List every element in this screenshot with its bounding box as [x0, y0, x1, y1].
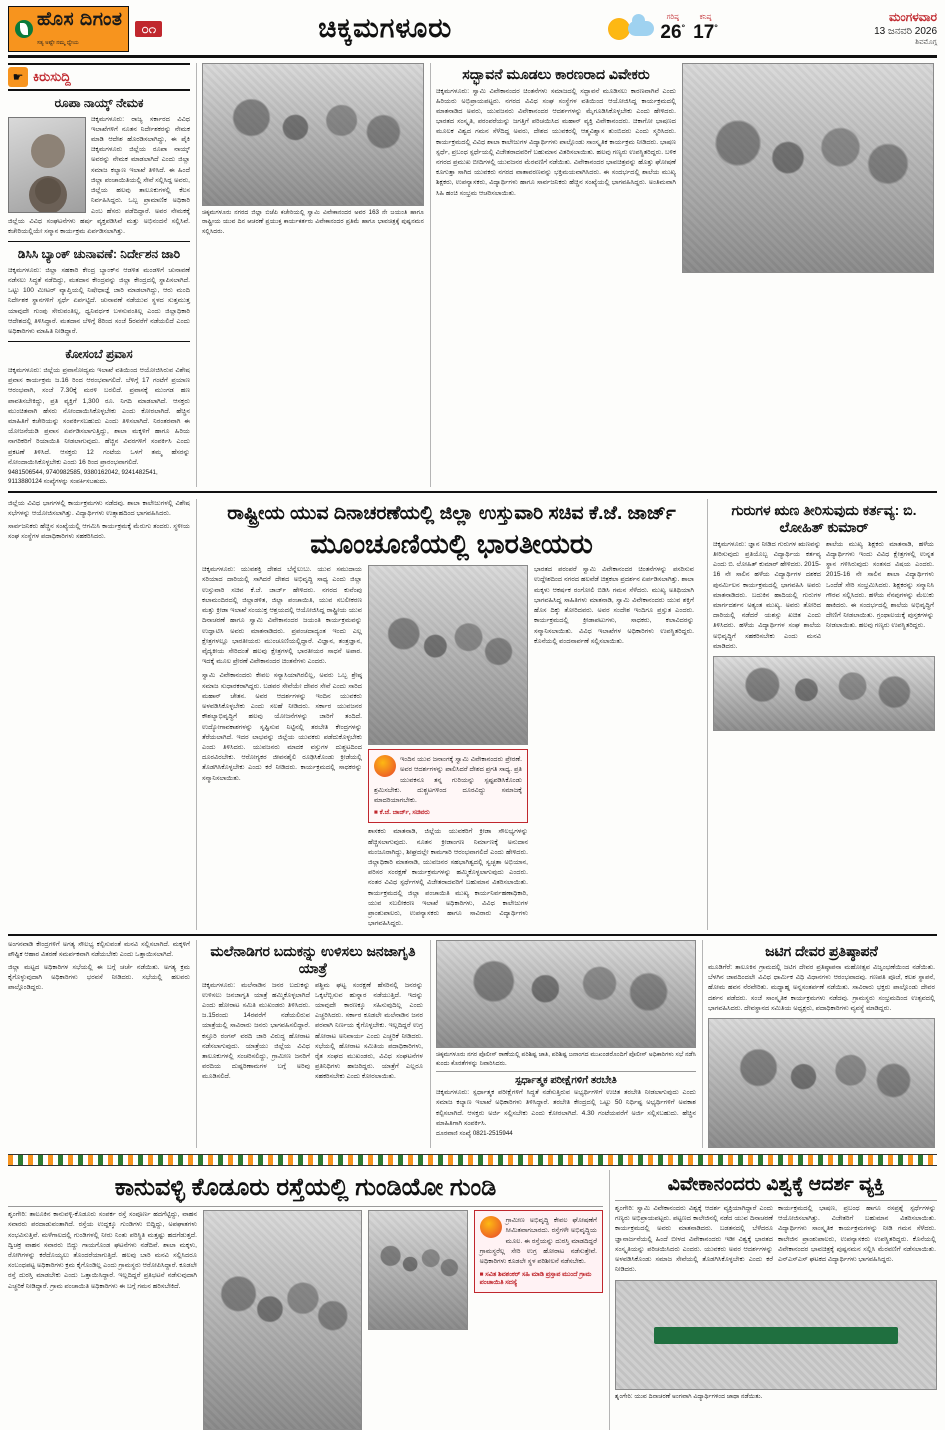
mid-column	[196, 63, 424, 487]
main-story-col4: ಭಾರತದ ಪರಂಪರೆ ಸ್ವಾಮಿ ವಿವೇಕಾನಂದರ ಚಿಂತನೆಗಳನ್ನು ಪಸರಿಸುವ ಉದ್ದೇಶದಿಂದ ನಗರದ ಹಲವೆಡೆ ಚಿತ್ರಕಲಾ ಪ್ರದರ್ಶನ ಏರ್ಪಡಿಸಲಾಗಿತ್ತು. ಶಾಲಾ ಮಕ್ಕಳು ಆಕರ್ಷಕ ರಂಗೋಲಿ ಬಿಡಿಸಿ ಗಮನ ಸೆಳೆದರು. ಮುಖ್ಯ ಅತಿಥಿಯಾಗಿ ಭಾಗವಹಿಸಿದ್ದ ಸಾಹಿತಿಗಳು ಮಾತನಾಡಿ, ಸ್ವಾಮಿ ವಿವೇಕಾನಂದರು ಯುವ ಶಕ್ತಿಗೆ ಹೊಸ ದಿಕ್ಕು ತೋರಿದವರು. ಅವರ ಸಂದೇಶ ಇಂದಿಗೂ ಪ್ರಸ್ತುತ ಎಂದರು. ಕಾರ್ಯಕ್ರಮದಲ್ಲಿ ಕ್ರೀಡಾಪಟುಗಳು, ಸಾಧಕರು, ಕಲಾವಿದರನ್ನು ಸನ್ಮಾನಿಸಲಾಯಿತು. ವಿವಿಧ ಇಲಾಖೆಗಳ ಅಧಿಕಾರಿಗಳು ಉಪಸ್ಥಿತರಿದ್ದರು. ಕೊನೆಯಲ್ಲಿ ವಂದನಾರ್ಪಣೆ ಸಲ್ಲಿಸಲಾಯಿತು.	[534, 566, 694, 645]
quote-box	[368, 749, 528, 823]
story-kicker: ಗುರುಗಳ ಋಣ ತೀರಿಸುವುದು ಕರ್ತವ್ಯ: ಬಿ. ಲೋಹಿತ್ ಕುಮಾರ್	[731, 501, 917, 536]
temple-ceremony-photo	[708, 1018, 935, 1148]
brand-logo	[8, 6, 162, 52]
main-story-headline: ಮೂಂಚೂಣಿಯಲ್ಲಿ ಭಾರತೀಯರು	[310, 529, 593, 560]
story-title: ರೂಪಾ ನಾಯ್ಕ್ ನೇಮಕ	[54, 96, 144, 110]
quote-source: ■ ಕೆ.ಜೆ. ಜಾರ್ಜ್, ಸಚಿವರು	[374, 809, 430, 817]
brand-tagline: ಸತ್ಯ ಅಷ್ಟೇ ನಮ್ಮ ಧ್ಯೇಯ	[37, 39, 79, 46]
villager-standing-photo	[368, 1210, 467, 1330]
jatiga-story	[702, 940, 935, 1149]
story-title: ವಿವೇಕಾನಂದರು ವಿಶ್ವಕ್ಕೆ ಆದರ್ಶ ವ್ಯಕ್ತಿ	[667, 1174, 885, 1196]
story-col1: ಶೃಂಗೇರಿ: ತಾಲೂಕಿನ ಕಾನುವಳ್ಳಿ-ಕೊಡೂರು ಸಂಪರ್ಕ ರಸ್ತೆ ಸಂಪೂರ್ಣ ಹದಗೆಟ್ಟಿದ್ದು, ವಾಹನ ಸವಾರರು ಪರದಾಡುವಂತಾಗಿದೆ. ರಸ್ತೆಯ ಉದ್ದಕ್ಕೂ ಗುಂಡಿಗಳು ಬಿದ್ದಿದ್ದು, ಅಪಘಾತಗಳು ಸಂಭವಿಸುತ್ತಿವೆ. ಮಳೆಗಾಲದಲ್ಲಿ ಗುಂಡಿಗಳಲ್ಲಿ ನೀರು ನಿಂತು ಪರಿಸ್ಥಿತಿ ಮತ್ತಷ್ಟು ಹದಗೆಡುತ್ತದೆ. ದ್ವಿಚಕ್ರ ವಾಹನ ಸವಾರರು ಬಿದ್ದು ಗಾಯಗೊಂಡ ಘಟನೆಗಳು ನಡೆದಿವೆ. ಶಾಲಾ ಮಕ್ಕಳು, ರೋಗಿಗಳನ್ನು ಕರೆದೊಯ್ಯಲು ತೊಂದರೆಯಾಗುತ್ತಿದೆ. ಹಲವು ಬಾರಿ ಮನವಿ ಸಲ್ಲಿಸಿದರೂ ಸಂಬಂಧಪಟ್ಟ ಅಧಿಕಾರಿಗಳು ಕ್ರಮ ಕೈಗೊಂಡಿಲ್ಲ ಎಂದು ಗ್ರಾಮಸ್ಥರು ಆರೋಪಿಸಿದ್ದಾರೆ. ಕೂಡಲೇ ರಸ್ತೆ ದುರಸ್ತಿ ಮಾಡಬೇಕು ಎಂದು ಒತ್ತಾಯಿಸಿದ್ದಾರೆ. ಇಲ್ಲದಿದ್ದರೆ ಪ್ರತಿಭಟನೆ ನಡೆಸುವುದಾಗಿ ಎಚ್ಚರಿಕೆ ನೀಡಿದ್ದಾರೆ. ಗ್ರಾಮ ಪಂಚಾಯಿತಿ ಅಧಿಕಾರಿಗಳು ಈ ಬಗ್ಗೆ ಗಮನ ಹರಿಸಬೇಕಿದೆ.	[8, 1211, 198, 1290]
malenadu-story	[196, 940, 424, 1149]
leaf-icon	[15, 20, 33, 38]
temp-max: ಗರಿಷ್ಠ 26°	[660, 13, 686, 43]
photo-caption: ಚಿಕ್ಕಮಗಳೂರು ನಗರ ಪೊಲೀಸ್ ಠಾಣೆಯಲ್ಲಿ ಪರಿಶಿಷ್ಟ ಜಾತಿ, ಪರಿಶಿಷ್ಟ ಜನಾಂಗದ ಮುಖಂಡರೊಂದಿಗೆ ಪೊಲೀಸ್ ಅಧಿಕಾರಿಗಳು ಸಭೆ ನಡೆಸಿ ಕುಂದು ಕೊರತೆಗಳನ್ನು ನಿವಾರಿಸಿದರು.	[436, 1050, 696, 1067]
masthead	[8, 6, 937, 58]
bjp-office-group-photo	[202, 63, 424, 206]
story-title: ಸ್ಪರ್ಧಾತ್ಮಕ ಪರೀಕ್ಷೆಗಳಿಗೆ ತರಬೇತಿ	[515, 1075, 617, 1087]
story-roopa-naik	[8, 96, 190, 237]
police-station-photo	[436, 940, 696, 1048]
damaged-road-photo	[203, 1210, 362, 1430]
page-number: ೦೧	[135, 21, 162, 37]
police-section	[430, 940, 696, 1149]
story-col1: ಚಿಕ್ಕಮಗಳೂರು: ಜ್ಞಾನ ನೀಡಿದ ಗುರುಗಳ ಋಣವನ್ನು ತೀರಿಸುವುದು ಪ್ರತಿಯೊಬ್ಬ ವಿದ್ಯಾರ್ಥಿಯ ಕರ್ತವ್ಯ ಎಂದು ಬಿ. ಲೋಹಿತ್ ಕುಮಾರ್ ಹೇಳಿದರು. 2015-16 ನೇ ಸಾಲಿನ ಹಳೆಯ ವಿದ್ಯಾರ್ಥಿಗಳ ದಶಕದ ಪುನರ್ಮಿಲನ ಕಾರ್ಯಕ್ರಮದಲ್ಲಿ ಭಾಗವಹಿಸಿ ಅವರು ಮಾತನಾಡಿದರು. ಬದುಕಿನ ಹಾದಿಯಲ್ಲಿ ಗುರುಗಳ ಮಾರ್ಗದರ್ಶನ ಅತ್ಯಂತ ಮುಖ್ಯ. ಅವರು ತೋರಿದ ದಾರಿಯಲ್ಲಿ ನಡೆದರೆ ಯಶಸ್ಸು ಖಚಿತ ಎಂದು ತಿಳಿಸಿದರು. ಹಳೆಯ ವಿದ್ಯಾರ್ಥಿಗಳ ಸಂಘ ಶಾಲೆಯ ಅಭಿವೃದ್ಧಿಗೆ ಸಹಕರಿಸಬೇಕು ಎಂದು ಮನವಿ ಮಾಡಿದರು.	[713, 540, 821, 650]
date-label: 13 ಜನವರಿ 2026	[874, 26, 937, 38]
story-col1: ಶೃಂಗೇರಿ: ಸ್ವಾಮಿ ವಿವೇಕಾನಂದರು ವಿಶ್ವಕ್ಕೆ ಆದರ್ಶ ವ್ಯಕ್ತಿಯಾಗಿದ್ದಾರೆ ಎಂದು ಗಣ್ಯರು ಅಭಿಪ್ರಾಯಪಟ್ಟರು. ಪಟ್ಟಣದ ಕಾಲೇಜಿನಲ್ಲಿ ನಡೆದ ಯುವ ದಿನಾಚರಣೆ ಕಾರ್ಯಕ್ರಮದಲ್ಲಿ ಅವರು ಮಾತನಾಡಿದರು. ಬಡತನದಲ್ಲಿ ಬೆಳೆದರೂ ಜ್ಞಾನಾರ್ಜನೆಯಲ್ಲಿ ಹಿಂದೆ ಬೀಳದ ವಿವೇಕಾನಂದರು ಇಡೀ ವಿಶ್ವಕ್ಕೆ ಭಾರತದ ಸಂಸ್ಕೃತಿಯನ್ನು ಪರಿಚಯಿಸಿದರು ಎಂದರು. ಯುವಕರು ಅವರ ಆದರ್ಶಗಳನ್ನು ಅಳವಡಿಸಿಕೊಂಡು ಸಮಾಜ ಸೇವೆಯಲ್ಲಿ ತೊಡಗಿಸಿಕೊಳ್ಳಬೇಕು ಎಂದು ಕರೆ ನೀಡಿದರು.	[615, 1204, 773, 1274]
story-title: ಮಲೆನಾಡಿಗರ ಬದುಕನ್ನು ಉಳಿಸಲು ಜನಜಾಗೃತಿ ಯಾತ್ರೆ	[210, 942, 416, 976]
story-body: ಚಿಕ್ಕಮಗಳೂರು: ಸ್ಪರ್ಧಾತ್ಮಕ ಪರೀಕ್ಷೆಗಳಿಗೆ ಸಿದ್ಧತೆ ನಡೆಸುತ್ತಿರುವ ಅಭ್ಯರ್ಥಿಗಳಿಗೆ ಉಚಿತ ತರಬೇತಿ ನೀಡಲಾಗುವುದು ಎಂದು ಸಮಾಜ ಕಲ್ಯಾಣ ಇಲಾಖೆ ಅಧಿಕಾರಿಗಳು ತಿಳಿಸಿದ್ದಾರೆ. ತರಬೇತಿ ಕೇಂದ್ರದಲ್ಲಿ ಒಟ್ಟು 50 ನಿರ್ಧಿಷ್ಟ ಅಭ್ಯರ್ಥಿಗಳಿಗೆ ಅವಕಾಶ ಕಲ್ಪಿಸಲಾಗಿದೆ. ಆಸಕ್ತರು ಅರ್ಜಿ ಸಲ್ಲಿಸಬೇಕು ಎಂದು ಕೋರಲಾಗಿದೆ. 4.30 ಗಂಟೆಯವರೆಗೆ ಅರ್ಜಿ ಸಲ್ಲಿಸಬಹುದು. ಹೆಚ್ಚಿನ ಮಾಹಿತಿಗಾಗಿ ಸಂಪರ್ಕಿಸಿ.	[436, 1089, 696, 1127]
main-story-col1: ಚಿಕ್ಕಮಗಳೂರು: ಯುವಶಕ್ತಿ ದೇಶದ ಬೆನ್ನೆಲುಬು. ಯುವ ಸಮುದಾಯ ಸರಿಯಾದ ದಾರಿಯಲ್ಲಿ ಸಾಗಿದರೆ ದೇಶದ ಅಭಿವೃದ್ಧಿ ಸಾಧ್ಯ ಎಂದು ಜಿಲ್ಲಾ ಉಸ್ತುವಾರಿ ಸಚಿವ ಕೆ.ಜೆ. ಜಾರ್ಜ್ ಹೇಳಿದರು. ನಗರದ ಕುವೆಂಪು ಕಲಾಮಂದಿರದಲ್ಲಿ ಜಿಲ್ಲಾಡಳಿತ, ಜಿಲ್ಲಾ ಪಂಚಾಯಿತಿ, ಯುವ ಸಬಲೀಕರಣ ಮತ್ತು ಕ್ರೀಡಾ ಇಲಾಖೆ ಸಂಯುಕ್ತ ಆಶ್ರಯದಲ್ಲಿ ಆಯೋಜಿಸಿದ್ದ ರಾಷ್ಟ್ರೀಯ ಯುವ ದಿನಾಚರಣೆ ಹಾಗೂ ಸ್ವಾಮಿ ವಿವೇಕಾನಂದರ ಜಯಂತಿ ಕಾರ್ಯಕ್ರಮವನ್ನು ಉದ್ಘಾಟಿಸಿ ಅವರು ಮಾತನಾಡಿದರು. ಪ್ರಪಂಚದಾದ್ಯಂತ ಇಂದು ಎಲ್ಲ ಕ್ಷೇತ್ರಗಳಲ್ಲೂ ಭಾರತೀಯರು ಮುಂಚೂಣಿಯಲ್ಲಿದ್ದಾರೆ. ವಿಜ್ಞಾನ, ತಂತ್ರಜ್ಞಾನ, ವೈದ್ಯಕೀಯ ಸೇರಿದಂತೆ ಹಲವು ಕ್ಷೇತ್ರಗಳಲ್ಲಿ ಭಾರತೀಯರ ಸಾಧನೆ ಅಪಾರ. ಇದಕ್ಕೆ ಮೂಲ ಪ್ರೇರಣೆ ವಿವೇಕಾನಂದರ ಚಿಂತನೆಗಳು ಎಂದರು.	[202, 566, 362, 666]
place-label: ಶಿವಮೊಗ್ಗ	[915, 39, 937, 47]
temp-min: ಕನಿಷ್ಠ 17°	[693, 13, 718, 43]
quote-text: ಗ್ರಾಮೀಣ ಅಭಿವೃದ್ಧಿ ಕೇವಲ ಘೋಷಣೆಗೆ ಸೀಮಿತವಾಗಬಾರದು. ರಸ್ತೆಗಳೇ ಅಭಿವೃದ್ಧಿಯ ಮೂಲ. ಈ ರಸ್ತೆಯನ್ನು ದುರಸ್ತಿ ಮಾಡದಿದ್ದರೆ ಗ್ರಾಮಸ್ಥರೆಲ್ಲ ಸೇರಿ ಉಗ್ರ ಹೋರಾಟ ನಡೆಸುತ್ತೇವೆ. ಅಧಿಕಾರಿಗಳು ಕೂಡಲೇ ಸ್ಥಳ ಪರಿಶೀಲನೆ ನಡೆಸಬೇಕು.	[479, 1217, 597, 1265]
main-story-kicker: ರಾಷ್ಟ್ರೀಯ ಯುವ ದಿನಾಚರಣೆಯಲ್ಲಿ ಜಿಲ್ಲಾ ಉಸ್ತುವಾರಿ ಸಚಿವ ಕೆ.ಜೆ. ಜಾರ್ಜ್	[227, 502, 676, 524]
weather-widget	[608, 14, 718, 44]
bottom-left-story	[8, 1170, 603, 1430]
top-section	[8, 63, 937, 487]
quote-text: ಇಂದಿನ ಯುವ ಜನಾಂಗಕ್ಕೆ ಸ್ವಾಮಿ ವಿವೇಕಾನಂದರು ಪ್ರೇರಣೆ. ಅವರ ಆದರ್ಶಗಳನ್ನು ಪಾಲಿಸಿದರೆ ದೇಶದ ಪ್ರಗತಿ ಸಾಧ್ಯ. ಪ್ರತಿ ಯುವಕನೂ ತನ್ನ ಗುರಿಯನ್ನು ಸ್ಪಷ್ಟಪಡಿಸಿಕೊಂಡು ಶ್ರಮಿಸಬೇಕು. ದುಶ್ಚಟಗಳಿಂದ ದೂರವಿದ್ದು ಸಮಾಜಕ್ಕೆ ಮಾದರಿಯಾಗಬೇಕು.	[374, 756, 522, 805]
alumni-group-photo	[713, 656, 935, 731]
cloud-icon	[628, 21, 654, 36]
quote-source: ■ ಸವಿತ ಶಿವಶಂಕರ್ ಸಹಿ ಮಾಡಿ ಪ್ರಸ್ತಾಪ ಮುಂದೆ ಗ್ರಾಮ ಪಂಚಾಯಿತಿ ಸದಸ್ಯೆ	[479, 1271, 592, 1287]
story-title: ಕೋಸಂಬೆ ಪ್ರವಾಸ	[65, 347, 133, 362]
story-body: ಚಿಕ್ಕಮಗಳೂರು: ಜಿಲ್ಲಾ ಸಹಕಾರಿ ಕೇಂದ್ರ ಬ್ಯಾಂಕ್‌ನ ಆಡಳಿತ ಮಂಡಳಿಗೆ ಚುನಾವಣೆ ನಡೆಸಲು ಸಿದ್ಧತೆ ನಡೆದಿದ್ದು, ಮತದಾನ ಕೇಂದ್ರವನ್ನು ಜಿಲ್ಲಾ ಕೇಂದ್ರದಲ್ಲಿ ಸ್ಥಾಪಿಸಲಾಗಿದೆ. ಒಟ್ಟು 100 ಮೀಟರ್ ವ್ಯಾಪ್ತಿಯಲ್ಲಿ ನಿಷೇಧಾಜ್ಞೆ ಜಾರಿ ಮಾಡಲಾಗಿದ್ದು, ಆರು ಮಂದಿ ನಿರ್ದೇಶಕ ಸ್ಥಾನಗಳಿಗೆ ಸ್ಪರ್ಧೆ ಏರ್ಪಟ್ಟಿದೆ. ಚುನಾವಣೆ ನಡೆಯುವ ಸ್ಥಳದ ಸುತ್ತಮುತ್ತ ಯಾವುದೇ ಗುಂಪು ಸೇರುವಂತಿಲ್ಲ, ಧ್ವನಿವರ್ಧಕ ಬಳಸುವಂತಿಲ್ಲ ಎಂದು ಜಿಲ್ಲಾಧಿಕಾರಿ ಆದೇಶದಲ್ಲಿ ತಿಳಿಸಿದ್ದಾರೆ. ಮತದಾನ ಬೆಳಿಗ್ಗೆ 8ರಿಂದ ಸಂಜೆ 5ರವರೆಗೆ ನಡೆಯಲಿದೆ ಎಂದು ಅಧಿಕಾರಿಗಳು ಮಾಹಿತಿ ನೀಡಿದ್ದಾರೆ.	[8, 266, 190, 336]
bottom-section	[8, 1170, 937, 1430]
youth-day-banner-photo	[615, 1280, 937, 1390]
story-body: ಮೂಡಿಗೆರೆ: ತಾಲೂಕಿನ ಗ್ರಾಮದಲ್ಲಿ ಜಟಿಗ ದೇವರ ಪ್ರತಿಷ್ಠಾಪನಾ ಮಹೋತ್ಸವ ವಿಜೃಂಭಣೆಯಿಂದ ನಡೆಯಿತು. ಬೆಳಗಿನ ಜಾವದಿಂದಲೇ ವಿವಿಧ ಧಾರ್ಮಿಕ ವಿಧಿ ವಿಧಾನಗಳು ಆರಂಭವಾದವು. ಗಣಪತಿ ಪೂಜೆ, ಕಲಶ ಸ್ಥಾಪನೆ, ಹೋಮ ಹವನ ನೆರವೇರಿತು. ಮಧ್ಯಾಹ್ನ ಅನ್ನಸಂತರ್ಪಣೆ ನಡೆಯಿತು. ಸಾವಿರಾರು ಭಕ್ತರು ಪಾಲ್ಗೊಂಡು ದೇವರ ದರ್ಶನ ಪಡೆದರು. ಸಂಜೆ ಸಾಂಸ್ಕೃತಿಕ ಕಾರ್ಯಕ್ರಮಗಳು ನಡೆದವು. ಗ್ರಾಮಸ್ಥರು ಸಂಭ್ರಮದಿಂದ ಉತ್ಸವದಲ್ಲಿ ಭಾಗವಹಿಸಿದರು. ದೇವಸ್ಥಾನದ ಸಮಿತಿಯ ಅಧ್ಯಕ್ಷರು, ಪದಾಧಿಕಾರಿಗಳು ವ್ಯವಸ್ಥೆ ಮಾಡಿದ್ದರು.	[708, 964, 935, 1012]
temp-max-label: ಗರಿಷ್ಠ	[666, 13, 679, 21]
guruga-story	[707, 499, 935, 930]
photo-caption: ಶೃಂಗೇರಿ: ಯುವ ದಿನಾಚರಣೆ ಅಂಗವಾಗಿ ವಿದ್ಯಾರ್ಥಿಗಳಿಂದ ಜಾಥಾ ನಡೆಯಿತು.	[615, 1393, 763, 1401]
contact-numbers: 9481506544, 9740982585, 9380162042, 9241482541, 9113880124 ಸಂಖ್ಯೆಗಳನ್ನು ಸಂಪರ್ಕಿಸಬಹುದು.	[8, 469, 158, 486]
avatar	[8, 117, 86, 213]
temp-max-value: 26	[660, 21, 682, 43]
left-column-lower	[8, 940, 190, 1149]
story-title: ಜಟಿಗ ದೇವರ ಪ್ರತಿಷ್ಠಾಪನೆ	[765, 942, 878, 959]
main-story	[196, 499, 701, 930]
story-body: ಚಿಕ್ಕಮಗಳೂರು: ಸ್ವಾಮಿ ವಿವೇಕಾನಂದರ ಚಿಂತನೆಗಳು ಸಮಾಜದಲ್ಲಿ ಸದ್ಭಾವನೆ ಮೂಡಿಸಲು ಕಾರಣವಾಗಿವೆ ಎಂದು ಹಿರಿಯರು ಅಭಿಪ್ರಾಯಪಟ್ಟರು. ನಗರದ ವಿವಿಧ ಸಂಘ ಸಂಸ್ಥೆಗಳ ವತಿಯಿಂದ ಆಯೋಜಿಸಿದ್ದ ಕಾರ್ಯಕ್ರಮದಲ್ಲಿ ಮಾತನಾಡಿದ ಅವರು, ಯುವಜನರು ವಿವೇಕಾನಂದರ ಆದರ್ಶಗಳನ್ನು ಮೈಗೂಡಿಸಿಕೊಳ್ಳಬೇಕು ಎಂದು ಹೇಳಿದರು. ಭಾರತದ ಸಂಸ್ಕೃತಿ, ಪರಂಪರೆಯನ್ನು ಜಗತ್ತಿಗೆ ಪರಿಚಯಿಸಿದ ಮಹಾನ್ ವ್ಯಕ್ತಿ ವಿವೇಕಾನಂದರು. ಚಿಕಾಗೋ ಭಾಷಣದ ಮೂಲಕ ವಿಶ್ವದ ಗಮನ ಸೆಳೆದಿದ್ದ ಅವರು, ದೇಶದ ಯುವಕರಲ್ಲಿ ಆತ್ಮವಿಶ್ವಾಸ ತುಂಬಿದರು ಎಂದು ಸ್ಮರಿಸಿದರು. ಕಾರ್ಯಕ್ರಮದಲ್ಲಿ ವಿವಿಧ ಶಾಲಾ ಕಾಲೇಜುಗಳ ವಿದ್ಯಾರ್ಥಿಗಳು ಪಾಲ್ಗೊಂಡು ಸಾಂಸ್ಕೃತಿಕ ಕಾರ್ಯಕ್ರಮ ನೀಡಿದರು. ಭಾಷಣ ಸ್ಪರ್ಧೆ, ಪ್ರಬಂಧ ಸ್ಪರ್ಧೆಯಲ್ಲಿ ವಿಜೇತರಾದವರಿಗೆ ಬಹುಮಾನ ವಿತರಿಸಲಾಯಿತು. ಹಲವು ಗಣ್ಯರು ಉಪಸ್ಥಿತರಿದ್ದರು. ಬಳಿಕ ನಗರದ ಪ್ರಮುಖ ಬೀದಿಗಳಲ್ಲಿ ಯುವಜನರ ಮೆರವಣಿಗೆ ನಡೆಯಿತು. ವಿವೇಕಾನಂದರ ಭಾವಚಿತ್ರವನ್ನು ಹೊತ್ತು ಘೋಷಣೆ ಕೂಗುತ್ತಾ ಸಾಗಿದ ಯುವಕರು ನಗರದ ವಾತಾವರಣವನ್ನು ಭಕ್ತಿಮಯವಾಗಿಸಿದರು. ಈ ಸಂದರ್ಭದಲ್ಲಿ ಶಾಲೆಯ ಮುಖ್ಯ ಶಿಕ್ಷಕರು, ಉಪನ್ಯಾಸಕರು, ವಿದ್ಯಾರ್ಥಿಗಳು ಹಾಗೂ ಸಾರ್ವಜನಿಕರು ಹೆಚ್ಚಿನ ಸಂಖ್ಯೆಯಲ್ಲಿ ಭಾಗವಹಿಸಿದ್ದರು. ಅಂತಿಮವಾಗಿ ಸಿಹಿ ಹಂಚಿ ಸಂಭ್ರಮ ಆಚರಿಸಲಾಯಿತು.	[436, 87, 676, 197]
story-col2: ಪಶ್ಚಿಮ ಘಟ್ಟ ಸಂರಕ್ಷಣೆ ಹೆಸರಿನಲ್ಲಿ ಜನರನ್ನು ಒಕ್ಕಲೆಬ್ಬಿಸುವ ಹುನ್ನಾರ ನಡೆಯುತ್ತಿದೆ. ಇದನ್ನು ಯಾವುದೇ ಕಾರಣಕ್ಕೂ ಸಹಿಸುವುದಿಲ್ಲ ಎಂದು ಎಚ್ಚರಿಸಿದರು. ಸರ್ಕಾರ ಕೂಡಲೇ ಮಲೆನಾಡಿನ ಜನರ ಪರವಾಗಿ ನಿರ್ಣಯ ಕೈಗೊಳ್ಳಬೇಕು. ಇಲ್ಲದಿದ್ದರೆ ಉಗ್ರ ಹೋರಾಟ ಅನಿವಾರ್ಯ ಎಂದು ಎಚ್ಚರಿಕೆ ನೀಡಿದರು. ಸಭೆಯಲ್ಲಿ ಹೋರಾಟ ಸಮಿತಿಯ ಪದಾಧಿಕಾರಿಗಳು, ರೈತ ಸಂಘದ ಮುಖಂಡರು, ವಿವಿಧ ಸಂಘಟನೆಗಳ ಪ್ರತಿನಿಧಿಗಳು ಹಾಜರಿದ್ದರು. ಯಾತ್ರೆಗೆ ಎಲ್ಲರೂ ಸಹಕರಿಸಬೇಕು ಎಂದು ಕೋರಲಾಯಿತು.	[315, 981, 423, 1081]
left-column-continued	[8, 499, 190, 930]
temp-min-label: ಕನಿಷ್ಠ	[699, 13, 712, 21]
right-column	[430, 63, 935, 487]
story-title: ಕಾನುವಳ್ಳಿ ಕೊಡೂರು ರಸ್ತೆಯಲ್ಲಿ ಗುಂಡಿಯೋ ಗುಂಡಿ	[114, 1174, 497, 1202]
photo-caption: ಚಿಕ್ಕಮಗಳೂರು ನಗರದ ಜಿಲ್ಲಾ ಬಿಜೆಪಿ ಕಚೇರಿಯಲ್ಲಿ ಸ್ವಾಮಿ ವಿವೇಕಾನಂದರ ಅವರ 163 ನೇ ಜಯಂತಿ ಹಾಗೂ ರಾಷ್ಟ್ರೀಯ ಯುವ ದಿನ ಆಚರಣೆ ಪ್ರಯುಕ್ತ ಕಾರ್ಯಕರ್ತರು ವಿವೇಕಾನಂದರ ಪ್ರತಿಮೆ ಹಾಗೂ ಭಾವಚಿತ್ರಕ್ಕೆ ಪುಷ್ಪನಮನ ಸಲ್ಲಿಸಿದರು.	[202, 209, 424, 235]
day-label: ಮಂಗಳವಾರ	[888, 9, 937, 24]
hand-pointer-icon: ☛	[8, 67, 28, 87]
contact-number: ದೂರವಾಣಿ ಸಂಖ್ಯೆ 0821-2515944	[436, 1129, 513, 1137]
story-dcc-bank	[8, 247, 190, 337]
temp-min-value: 17	[693, 21, 715, 43]
main-story-col3: ಶಾಸಕರು ಮಾತನಾಡಿ, ಜಿಲ್ಲೆಯ ಯುವಕರಿಗೆ ಕ್ರೀಡಾ ಸೌಲಭ್ಯಗಳನ್ನು ಹೆಚ್ಚಿಸಲಾಗುವುದು. ನೂತನ ಕ್ರೀಡಾಂಗಣ ನಿರ್ಮಾಣಕ್ಕೆ ಅನುದಾನ ಮಂಜೂರಾಗಿದ್ದು, ಶೀಘ್ರದಲ್ಲೇ ಕಾಮಗಾರಿ ಆರಂಭವಾಗಲಿದೆ ಎಂದು ಹೇಳಿದರು. ಜಿಲ್ಲಾಧಿಕಾರಿ ಮಾತನಾಡಿ, ಯುವಜನರ ಸಹಭಾಗಿತ್ವದಲ್ಲಿ ಸ್ವಚ್ಛತಾ ಅಭಿಯಾನ, ಪರಿಸರ ಸಂರಕ್ಷಣೆ ಕಾರ್ಯಕ್ರಮಗಳನ್ನು ಹಮ್ಮಿಕೊಳ್ಳಲಾಗುವುದು ಎಂದರು. ನಂತರ ವಿವಿಧ ಸ್ಪರ್ಧೆಗಳಲ್ಲಿ ವಿಜೇತರಾದವರಿಗೆ ಬಹುಮಾನ ವಿತರಿಸಲಾಯಿತು. ಕಾರ್ಯಕ್ರಮದಲ್ಲಿ ಜಿಲ್ಲಾ ಪಂಚಾಯಿತಿ ಮುಖ್ಯ ಕಾರ್ಯನಿರ್ವಹಣಾಧಿಕಾರಿ, ಯುವ ಸಬಲೀಕರಣ ಇಲಾಖೆ ಅಧಿಕಾರಿಗಳು, ವಿವಿಧ ಕಾಲೇಜುಗಳ ಪ್ರಾಂಶುಪಾಲರು, ಉಪನ್ಯಾಸಕರು ಹಾಗೂ ಸಾವಿರಾರು ವಿದ್ಯಾರ್ಥಿಗಳು ಭಾಗವಹಿಸಿದ್ದರು.	[368, 828, 528, 928]
left-column-lower-text: ಅಂಗನವಾಡಿ ಕೇಂದ್ರಗಳಿಗೆ ಅಗತ್ಯ ಸೌಲಭ್ಯ ಕಲ್ಪಿಸುವಂತೆ ಮನವಿ ಸಲ್ಲಿಸಲಾಗಿದೆ. ಮಕ್ಕಳಿಗೆ ಪೌಷ್ಟಿಕ ಆಹಾರ ವಿತರಣೆ ಸಮರ್ಪಕವಾಗಿ ನಡೆಯಬೇಕು ಎಂದು ಒತ್ತಾಯಿಸಲಾಗಿದೆ. ಜಿಲ್ಲಾ ಮಟ್ಟದ ಅಧಿಕಾರಿಗಳ ಸಭೆಯಲ್ಲಿ ಈ ಬಗ್ಗೆ ಚರ್ಚೆ ನಡೆಯಿತು. ಅಗತ್ಯ ಕ್ರಮ ಕೈಗೊಳ್ಳುವುದಾಗಿ ಅಧಿಕಾರಿಗಳು ಭರವಸೆ ನೀಡಿದರು. ಸಭೆಯಲ್ಲಿ ಹಲವರು ಪಾಲ್ಗೊಂಡಿದ್ದರು.	[8, 940, 190, 992]
story-body: ಚಿಕ್ಕಮಗಳೂರು: ರಾಜ್ಯ ಸರ್ಕಾರದ ವಿವಿಧ ಇಲಾಖೆಗಳಿಗೆ ನೂತನ ನಿರ್ದೇಶಕರನ್ನು ನೇಮಕ ಮಾಡಿ ಆದೇಶ ಹೊರಡಿಸಲಾಗಿದ್ದು, ಈ ಪೈಕಿ ಚಿಕ್ಕಮಗಳೂರು ಜಿಲ್ಲೆಯ ರೂಪಾ ನಾಯ್ಕ್ ಅವರನ್ನು ನೇಮಕ ಮಾಡಲಾಗಿದೆ ಎಂದು ಜಿಲ್ಲಾ ಸಮಾಜ ಕಲ್ಯಾಣ ಇಲಾಖೆ ತಿಳಿಸಿದೆ. ಈ ಹಿಂದೆ ಜಿಲ್ಲಾ ಪಂಚಾಯಿತಿಯಲ್ಲಿ ಸೇವೆ ಸಲ್ಲಿಸಿದ್ದ ಅವರು, ಜಿಲ್ಲೆಯ ಹಲವು ತಾಲೂಕುಗಳಲ್ಲಿ ಕೆಲಸ ನಿರ್ವಹಿಸಿದ್ದರು. ಒಬ್ಬ ಪ್ರಾಮಾಣಿಕ ಅಧಿಕಾರಿ ಎಂಬ ಹೆಸರು ಪಡೆದಿದ್ದಾರೆ. ಅವರ ನೇಮಕಕ್ಕೆ ಜಿಲ್ಲೆಯ ವಿವಿಧ ಸಂಘಟನೆಗಳು ಹರ್ಷ ವ್ಯಕ್ತಪಡಿಸಿವೆ ಮತ್ತು ಅಭಿನಂದನೆ ಸಲ್ಲಿಸಿವೆ. ಕಚೇರಿಯಲ್ಲಿಯೇ ಸನ್ಮಾನ ಕಾರ್ಯಕ್ರಮ ಏರ್ಪಡಿಸಲಾಗಿತ್ತು.	[8, 115, 190, 235]
dateblock	[874, 10, 937, 48]
kiru-suddi-title: ಕಿರುಸುದ್ದಿ	[33, 69, 71, 84]
story-col2: ಶಾಲೆಯ ಮುಖ್ಯ ಶಿಕ್ಷಕರು ಮಾತನಾಡಿ, ಹಳೆಯ ವಿದ್ಯಾರ್ಥಿಗಳು ಇಂದು ವಿವಿಧ ಕ್ಷೇತ್ರಗಳಲ್ಲಿ ಉನ್ನತ ಸ್ಥಾನ ಗಳಿಸಿರುವುದು ಸಂತಸದ ವಿಷಯ ಎಂದರು. 2015-16 ನೇ ಸಾಲಿನ ಶಾಲಾ ವಿದ್ಯಾರ್ಥಿಗಳು ಒಂದೆಡೆ ಸೇರಿ ಸಂಭ್ರಮಿಸಿದರು. ಶಿಕ್ಷಕರನ್ನು ಸನ್ಮಾನಿಸಿ ಗೌರವ ಸಲ್ಲಿಸಿದರು. ಹಳೆಯ ನೆನಪುಗಳನ್ನು ಮೆಲುಕು ಹಾಕಿದರು. ಈ ಸಂದರ್ಭದಲ್ಲಿ ಶಾಲೆಯ ಅಭಿವೃದ್ಧಿಗೆ ದೇಣಿಗೆ ನೀಡಲಾಯಿತು. ಗ್ರಂಥಾಲಯಕ್ಕೆ ಪುಸ್ತಕಗಳನ್ನು ನೀಡಲಾಯಿತು. ಹಲವು ಗಣ್ಯರು ಉಪಸ್ಥಿತರಿದ್ದರು.	[826, 540, 934, 630]
quote-box	[474, 1210, 603, 1293]
kiru-suddi-header	[8, 63, 190, 91]
story-title: ಸದ್ಭಾವನೆ ಮೂಡಲು ಕಾರಣರಾದ ವಿವೇಕರು	[462, 66, 650, 82]
story-body: ಚಿಕ್ಕಮಗಳೂರು: ಜಿಲ್ಲೆಯ ಪ್ರವಾಸೋದ್ಯಮ ಇಲಾಖೆ ವತಿಯಿಂದ ಆಯೋಜಿಸಿರುವ ವಿಶೇಷ ಪ್ರವಾಸ ಕಾರ್ಯಕ್ರಮ ಜ.16 ರಿಂದ ಆರಂಭವಾಗಲಿದೆ. ಬೆಳಿಗ್ಗೆ 17 ಗಂಟೆಗೆ ಪ್ರಯಾಣ ಆರಂಭವಾಗಿ, ಸಂಜೆ 7.30ಕ್ಕೆ ಮರಳಿ ಬರಲಿದೆ. ಪ್ರವಾಸಕ್ಕೆ ಮುಂಗಡ ಹಣ ಪಾವತಿಸಬೇಕಿದ್ದು, ಪ್ರತಿ ವ್ಯಕ್ತಿಗೆ 1,300 ರೂ. ನಿಗದಿ ಮಾಡಲಾಗಿದೆ. ಆಸಕ್ತರು ಮುಂಚಿತವಾಗಿ ಹೆಸರು ನೋಂದಾಯಿಸಿಕೊಳ್ಳಬೇಕು ಎಂದು ಕೋರಲಾಗಿದೆ. ಹೆಚ್ಚಿನ ಮಾಹಿತಿಗೆ ಕಚೇರಿಯನ್ನು ಸಂಪರ್ಕಿಸಬಹುದು ಎಂದು ತಿಳಿಸಲಾಗಿದೆ. ನಿರಂತರವಾಗಿ ಈ ಯೋಜನೆಯಡಿ ಪ್ರವಾಸ ಏರ್ಪಡಿಸಲಾಗುತ್ತಿದ್ದು, ಶಾಲಾ ಮಕ್ಕಳಿಗೆ ಹಾಗೂ ಹಿರಿಯ ನಾಗರಿಕರಿಗೆ ರಿಯಾಯಿತಿ ನೀಡಲಾಗುವುದು. ಹೆಚ್ಚಿನ ವಿವರಗಳಿಗೆ ಸಂಪರ್ಕಿಸಿ ಎಂದು ಪ್ರಕಟಣೆ ತಿಳಿಸಿದೆ. ಆಸಕ್ತರು 12 ಗಂಟೆಯ ಒಳಗೆ ತಮ್ಮ ಹೆಸರನ್ನು ನೋಂದಾಯಿಸಿಕೊಳ್ಳಬೇಕು ಎಂದು 16 ರಿಂದ ಪ್ರಾರಂಭವಾಗಲಿದೆ.	[8, 366, 190, 466]
main-story-section	[8, 499, 937, 930]
story-kosambe-tour	[8, 347, 190, 486]
minister-event-photo	[368, 565, 528, 745]
left-column-overflow: ಜಿಲ್ಲೆಯ ವಿವಿಧ ಭಾಗಗಳಲ್ಲಿ ಕಾರ್ಯಕ್ರಮಗಳು ನಡೆದವು. ಶಾಲಾ ಕಾಲೇಜುಗಳಲ್ಲಿ ವಿಶೇಷ ಸಭೆಗಳನ್ನು ಆಯೋಜಿಸಲಾಗಿತ್ತು. ವಿದ್ಯಾರ್ಥಿಗಳು ಉತ್ಸಾಹದಿಂದ ಭಾಗವಹಿಸಿದರು. ಸಾರ್ವಜನಿಕರು ಹೆಚ್ಚಿನ ಸಂಖ್ಯೆಯಲ್ಲಿ ಆಗಮಿಸಿ ಕಾರ್ಯಕ್ರಮಕ್ಕೆ ಮೆರುಗು ತಂದರು. ಸ್ಥಳೀಯ ಸಂಘ ಸಂಸ್ಥೆಗಳ ಪದಾಧಿಕಾರಿಗಳು ಸಹಕರಿಸಿದರು.	[8, 499, 190, 541]
decorative-strip	[8, 1154, 937, 1166]
bottom-right-story	[609, 1170, 937, 1430]
brand-badge	[8, 6, 129, 52]
edition-title: ಚಿಕ್ಕಮಗಳೂರು	[318, 12, 453, 43]
story-col2: ಕಾರ್ಯಕ್ರಮದಲ್ಲಿ ಭಾಷಣ, ಪ್ರಬಂಧ ಹಾಗೂ ರಸಪ್ರಶ್ನೆ ಸ್ಪರ್ಧೆಗಳನ್ನು ಆಯೋಜಿಸಲಾಗಿತ್ತು. ವಿಜೇತರಿಗೆ ಬಹುಮಾನ ವಿತರಿಸಲಾಯಿತು. ವಿದ್ಯಾರ್ಥಿಗಳು ಸಾಂಸ್ಕೃತಿಕ ಕಾರ್ಯಕ್ರಮಗಳನ್ನು ನೀಡಿ ಗಮನ ಸೆಳೆದರು. ಕಾಲೇಜಿನ ಪ್ರಾಂಶುಪಾಲರು, ಉಪನ್ಯಾಸಕರು ಉಪಸ್ಥಿತರಿದ್ದರು. ಕೊನೆಯಲ್ಲಿ ವಿವೇಕಾನಂದರ ಭಾವಚಿತ್ರಕ್ಕೆ ಪುಷ್ಪನಮನ ಸಲ್ಲಿಸಿ ಮೆರವಣಿಗೆ ನಡೆಸಲಾಯಿತು. ಎನ್‌ಎಸ್‌ಎಸ್ ಘಟಕದ ವಿದ್ಯಾರ್ಥಿಗಳು ಭಾಗವಹಿಸಿದ್ದರು.	[778, 1204, 936, 1263]
brand-name: ಹೊಸ ದಿಗಂತ	[37, 8, 123, 30]
story-title: ಡಿಸಿಸಿ ಬ್ಯಾಂಕ್ ಚುನಾವಣೆ: ನಿರ್ದೇಶನ ಜಾರಿ	[17, 247, 181, 262]
left-column	[8, 63, 190, 487]
felicitation-photo	[682, 63, 934, 273]
flame-icon	[480, 1216, 502, 1238]
sun-icon	[608, 18, 630, 40]
story-col1: ಚಿಕ್ಕಮಗಳೂರು: ಮಲೆನಾಡಿನ ಜನರ ಬದುಕನ್ನು ಉಳಿಸಲು ಜನಜಾಗೃತಿ ಯಾತ್ರೆ ಹಮ್ಮಿಕೊಳ್ಳಲಾಗಿದೆ ಎಂದು ಹೋರಾಟ ಸಮಿತಿ ಮುಖಂಡರು ತಿಳಿಸಿದರು. ಜ.15ರಂದು 14ರವರೆಗೆ ನಡೆಯಲಿರುವ ಯಾತ್ರೆಯಲ್ಲಿ ಸಾವಿರಾರು ಜನರು ಭಾಗವಹಿಸಲಿದ್ದಾರೆ. ಕಸ್ತೂರಿ ರಂಗನ್ ವರದಿ ಜಾರಿ ವಿರುದ್ಧ ಹೋರಾಟ ನಡೆಸಲಾಗುವುದು. ಯಾತ್ರೆಯು ಜಿಲ್ಲೆಯ ವಿವಿಧ ತಾಲೂಕುಗಳಲ್ಲಿ ಸಂಚರಿಸಲಿದ್ದು, ಗ್ರಾಮೀಣ ಜನರಿಗೆ ವರದಿಯ ದುಷ್ಪರಿಣಾಮಗಳ ಬಗ್ಗೆ ಅರಿವು ಮೂಡಿಸಲಿದೆ.	[202, 981, 310, 1081]
lower-mid-section	[8, 940, 937, 1149]
main-story-col2: ಸ್ವಾಮಿ ವಿವೇಕಾನಂದರು ಕೇವಲ ಸನ್ಯಾಸಿಯಾಗಿರಲಿಲ್ಲ, ಅವರು ಒಬ್ಬ ಶ್ರೇಷ್ಠ ಸಮಾಜ ಸುಧಾರಕರಾಗಿದ್ದರು. ಬಡವರ ಸೇವೆಯೇ ದೇವರ ಸೇವೆ ಎಂದು ಸಾರಿದ ಮಹಾನ್ ಚೇತನ. ಅವರ ಆದರ್ಶಗಳನ್ನು ಇಂದಿನ ಯುವಕರು ಅಳವಡಿಸಿಕೊಳ್ಳಬೇಕು ಎಂದು ಸಲಹೆ ನೀಡಿದರು. ಸರ್ಕಾರ ಯುವಜನರ ಕೌಶಲ್ಯಾಭಿವೃದ್ಧಿಗೆ ಹಲವು ಯೋಜನೆಗಳನ್ನು ಜಾರಿಗೆ ತಂದಿದೆ. ಉದ್ಯೋಗಾವಕಾಶಗಳನ್ನು ಸೃಷ್ಟಿಸುವ ನಿಟ್ಟಿನಲ್ಲಿ ತರಬೇತಿ ಕೇಂದ್ರಗಳನ್ನು ತೆರೆಯಲಾಗಿದೆ. ಇದರ ಲಾಭವನ್ನು ಜಿಲ್ಲೆಯ ಯುವಕರು ಪಡೆದುಕೊಳ್ಳಬೇಕು ಎಂದು ತಿಳಿಸಿದರು. ಯುವಜನರು ಮಾದಕ ವಸ್ತುಗಳ ದುಶ್ಚಟದಿಂದ ದೂರವಿರಬೇಕು. ಆರೋಗ್ಯಕರ ಜೀವನಶೈಲಿ ರೂಢಿಸಿಕೊಂಡು ಕ್ರೀಡೆಯಲ್ಲಿ ತೊಡಗಿಸಿಕೊಳ್ಳಬೇಕು ಎಂದು ಕರೆ ನೀಡಿದರು. ಕಾರ್ಯಕ್ರಮದಲ್ಲಿ ಸಾಧಕರನ್ನು ಸನ್ಮಾನಿಸಲಾಯಿತು.	[202, 672, 362, 782]
